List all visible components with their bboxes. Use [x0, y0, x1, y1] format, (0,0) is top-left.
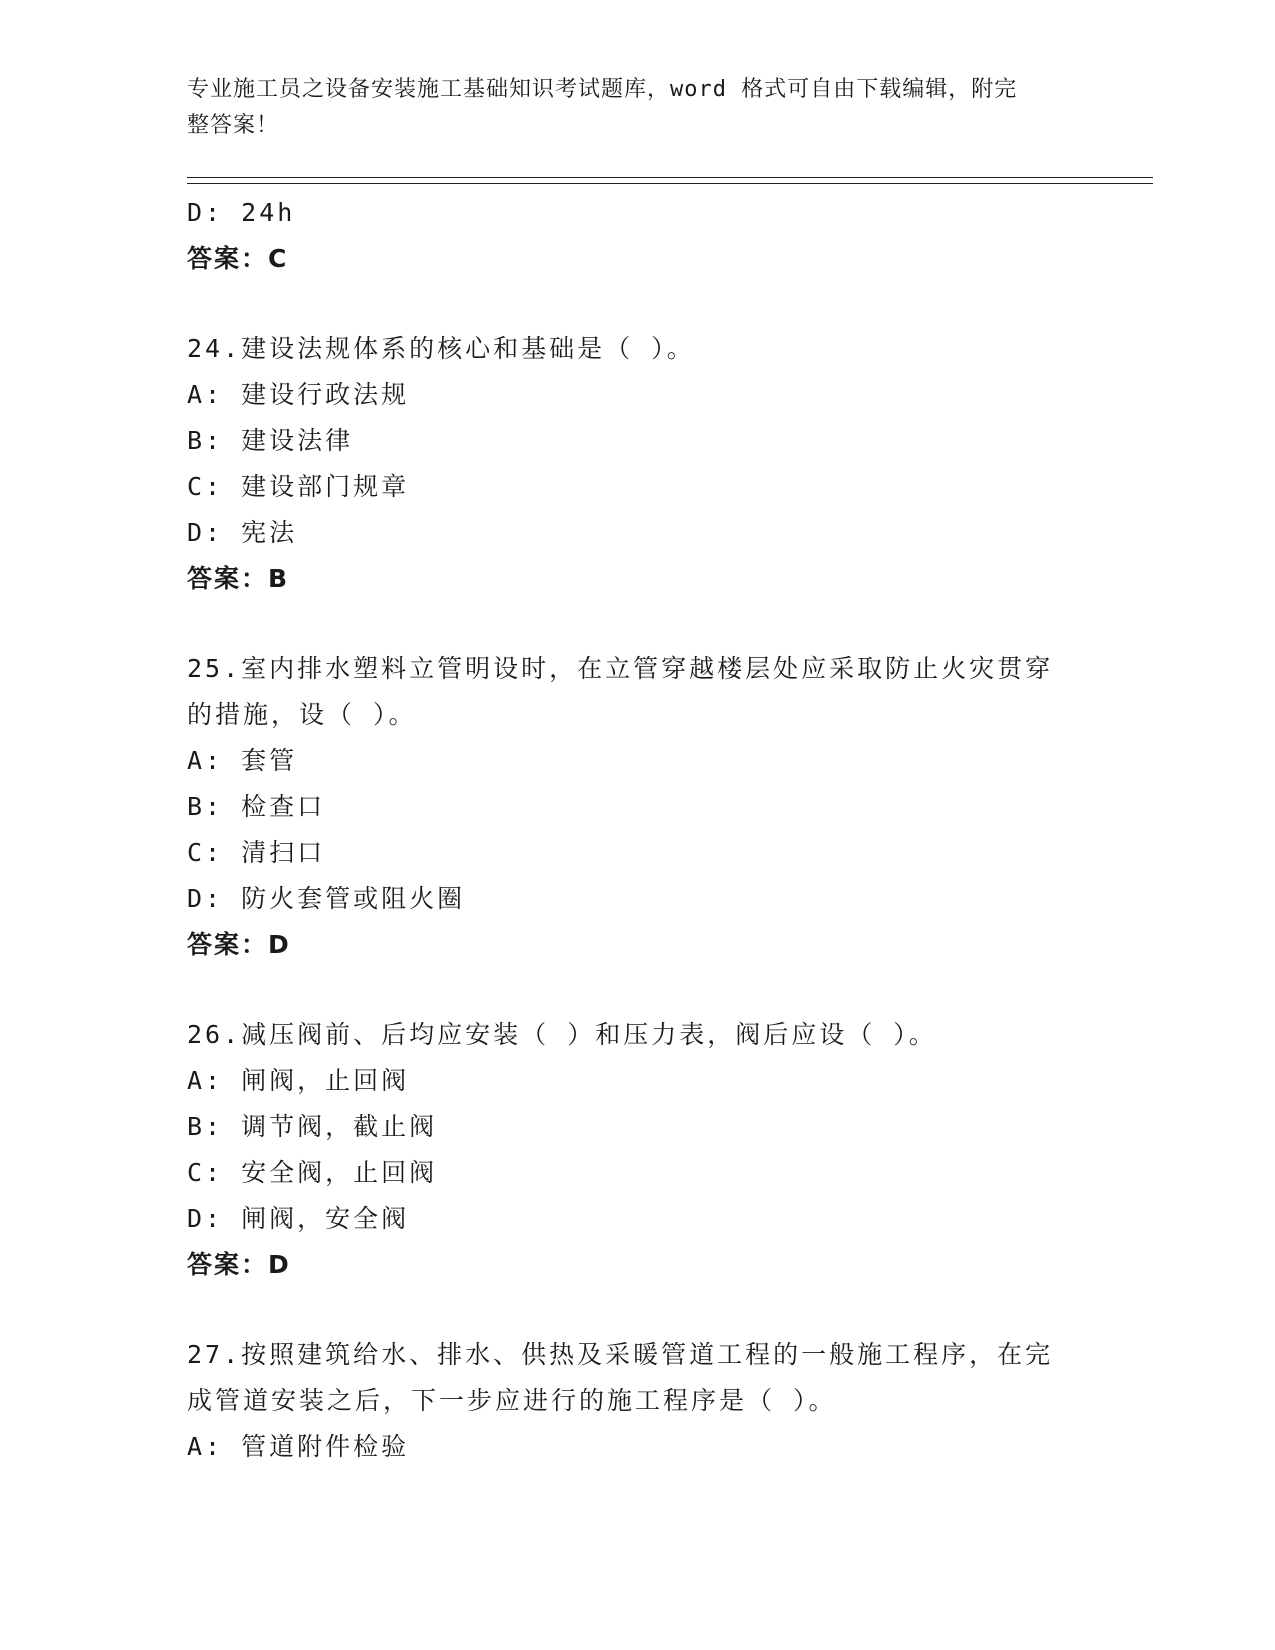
- header-divider-bottom: [187, 183, 1153, 184]
- question-line: C: 清扫口: [187, 838, 326, 867]
- answer-line: 答案：D: [187, 1250, 291, 1279]
- question-line: C: 建设部门规章: [187, 472, 410, 501]
- question-stem: 24.建设法规体系的核心和基础是（ ）。: [187, 334, 695, 363]
- question-line: A: 闸阀，止回阀: [187, 1066, 410, 1095]
- question-stem: 25.室内排水塑料立管明设时，在立管穿越楼层处应采取防止火灾贯穿: [187, 654, 1054, 683]
- answer-line: 答案：B: [187, 564, 290, 593]
- question-line: A: 管道附件检验: [187, 1432, 410, 1461]
- question-list: [187, 190, 1067, 1514]
- question-line: A: 建设行政法规: [187, 380, 410, 409]
- question-stem: 27.按照建筑给水、排水、供热及采暖管道工程的一般施工程序，在完: [187, 1340, 1054, 1369]
- question-line: A: 套管: [187, 746, 298, 775]
- question-block: [187, 646, 1067, 968]
- question-line: B: 调节阀，截止阀: [187, 1112, 438, 1141]
- document-header: [187, 72, 1067, 144]
- answer-line: 答案：C: [187, 244, 289, 273]
- question-block: [187, 190, 1067, 282]
- header-divider-top: [187, 177, 1153, 178]
- question-block: [187, 326, 1067, 602]
- question-line: 的措施，设（ ）。: [187, 700, 417, 729]
- question-line: D: 宪法: [187, 518, 298, 547]
- question-block: [187, 1012, 1067, 1288]
- question-line: C: 安全阀，止回阀: [187, 1158, 438, 1187]
- question-line: 成管道安装之后，下一步应进行的施工程序是（ ）。: [187, 1386, 837, 1415]
- question-line: D: 24h: [187, 198, 296, 227]
- question-line: B: 检查口: [187, 792, 326, 821]
- question-stem: 26.减压阀前、后均应安装（ ）和压力表，阀后应设（ ）。: [187, 1020, 937, 1049]
- question-line: B: 建设法律: [187, 426, 354, 455]
- answer-line: 答案：D: [187, 930, 291, 959]
- question-line: D: 防火套管或阻火圈: [187, 884, 466, 913]
- header-line-2: 整答案！: [187, 113, 280, 138]
- question-block: [187, 1332, 1067, 1470]
- header-line-1: 专业施工员之设备安装施工基础知识考试题库，word 格式可自由下载编辑，附完: [187, 77, 1018, 102]
- question-line: D: 闸阀，安全阀: [187, 1204, 410, 1233]
